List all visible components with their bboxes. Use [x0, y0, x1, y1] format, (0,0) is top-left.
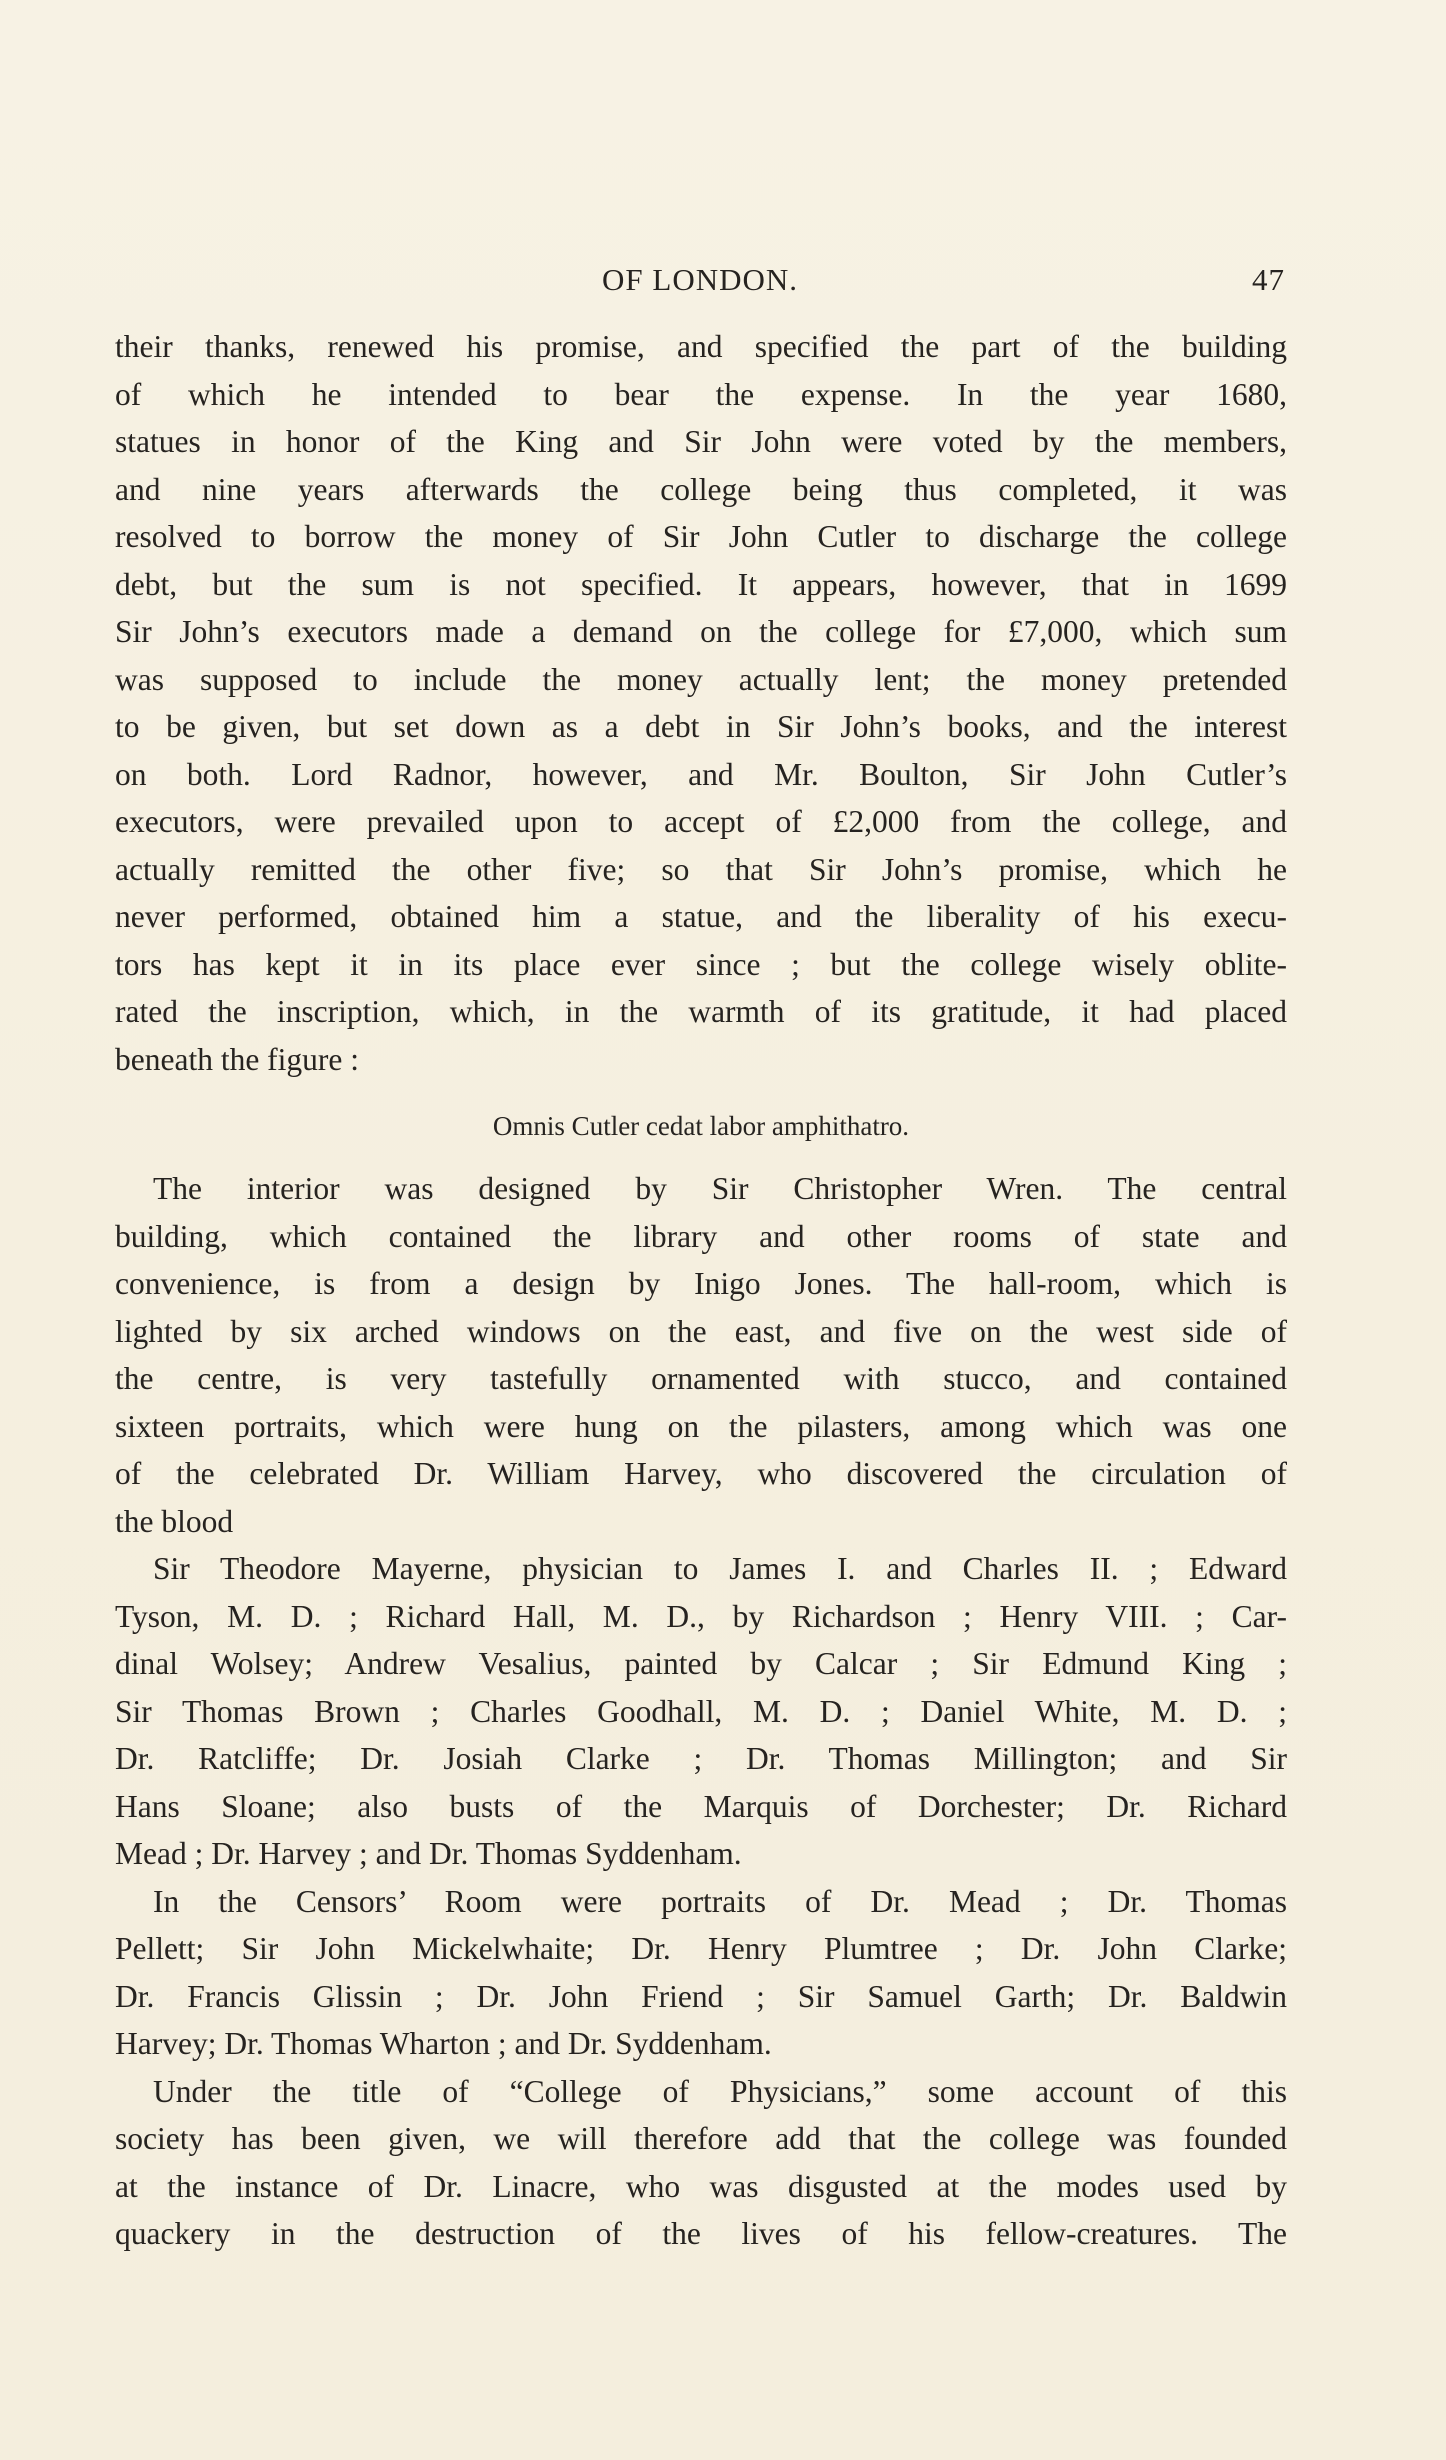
text-line: resolved to borrow the money of Sir John Cutler to discharge the college: [115, 519, 1287, 554]
text-line: Sir Theodore Mayerne, physician to James I. and Charles II. ; Edward: [153, 1551, 1287, 1586]
latin-quotation: Omnis Cutler cedat labor amphithatro.: [492, 1111, 910, 1141]
paragraph-3: [115, 1545, 1287, 1878]
text-line: Sir Thomas Brown ; Charles Goodhall, M. D. ; Daniel White, M. D. ;: [115, 1693, 1287, 1729]
text-line: Hans Sloane; also busts of the Marquis of Dorchester; Dr. Richard: [115, 1788, 1287, 1824]
text-line: rated the inscription, which, in the warmth of its gratitude, it had placed: [115, 994, 1287, 1029]
text-line: was supposed to include the money actually lent; the money pretended: [115, 661, 1287, 697]
text-line: to be given, but set down as a debt in Sir John’s books, and the interest: [115, 709, 1287, 744]
paragraph-5: [115, 2068, 1287, 2258]
text-line: their thanks, renewed his promise, and specified the part of the building: [115, 329, 1287, 364]
text-line: executors, were prevailed upon to accept of £2,000 from the college, and: [115, 804, 1287, 839]
text-line: Harvey; Dr. Thomas Wharton ; and Dr. Syddenham.: [115, 2026, 772, 2061]
text-line: actually remitted the other five; so that Sir John’s promise, which he: [115, 851, 1287, 887]
text-line: quackery in the destruction of the lives of his fellow-creatures. The: [115, 2216, 1287, 2251]
text-line: Dr. Ratcliffe; Dr. Josiah Clarke ; Dr. Thomas Millington; and Sir: [115, 1741, 1287, 1776]
text-line: of the celebrated Dr. William Harvey, who discovered the circulation of: [115, 1456, 1287, 1491]
text-line: tors has kept it in its place ever since ; but the college wisely oblite-: [115, 946, 1287, 982]
text-line: Tyson, M. D. ; Richard Hall, M. D., by Richardson ; Henry VIII. ; Car-: [115, 1598, 1287, 1634]
text-line: sixteen portraits, which were hung on the pilasters, among which was one: [115, 1408, 1287, 1444]
text-line: The interior was designed by Sir Christopher Wren. The central: [153, 1171, 1287, 1206]
text-line: of which he intended to bear the expense. In the year 1680,: [115, 376, 1287, 412]
body-text: [115, 323, 1287, 2258]
text-line: on both. Lord Radnor, however, and Mr. Boulton, Sir John Cutler’s: [115, 756, 1287, 792]
text-line: convenience, is from a design by Inigo Jones. The hall-room, which is: [115, 1266, 1287, 1301]
text-line: and nine years afterwards the college being thus completed, it was: [115, 471, 1287, 507]
text-line: never performed, obtained him a statue, and the liberality of his execu-: [115, 899, 1287, 934]
page-number: 47: [1252, 262, 1285, 297]
text-line: Mead ; Dr. Harvey ; and Dr. Thomas Syddenham.: [115, 1836, 742, 1871]
text-line: statues in honor of the King and Sir John were voted by the members,: [115, 424, 1287, 459]
paragraph-2: [115, 1165, 1287, 1545]
text-line: at the instance of Dr. Linacre, who was disgusted at the modes used by: [115, 2168, 1287, 2204]
paragraph-1: [115, 323, 1287, 1083]
text-line: dinal Wolsey; Andrew Vesalius, painted by Calcar ; Sir Edmund King ;: [115, 1646, 1287, 1681]
text-line: beneath the figure :: [115, 1041, 360, 1077]
text-line: Under the title of “College of Physicians,” some account of this: [153, 2073, 1287, 2109]
page-header: [115, 262, 1285, 302]
text-line: lighted by six arched windows on the east, and five on the west side of: [115, 1313, 1287, 1349]
text-line: In the Censors’ Room were portraits of Dr. Mead ; Dr. Thomas: [153, 1883, 1287, 1919]
text-line: Pellett; Sir John Mickelwhaite; Dr. Henry Plumtree ; Dr. John Clarke;: [115, 1931, 1287, 1966]
text-line: debt, but the sum is not specified. It appears, however, that in 1699: [115, 566, 1287, 602]
text-line: building, which contained the library and other rooms of state and: [115, 1218, 1287, 1254]
text-line: the blood: [115, 1503, 234, 1539]
paragraph-4: [115, 1878, 1287, 2068]
text-line: the centre, is very tastefully ornamented with stucco, and contained: [115, 1361, 1287, 1396]
running-title: OF LONDON.: [602, 262, 798, 297]
text-line: Dr. Francis Glissin ; Dr. John Friend ; Sir Samuel Garth; Dr. Baldwin: [115, 1978, 1287, 2014]
text-line: Sir John’s executors made a demand on the college for £7,000, which sum: [115, 614, 1287, 649]
text-line: society has been given, we will therefore add that the college was founded: [115, 2121, 1287, 2156]
